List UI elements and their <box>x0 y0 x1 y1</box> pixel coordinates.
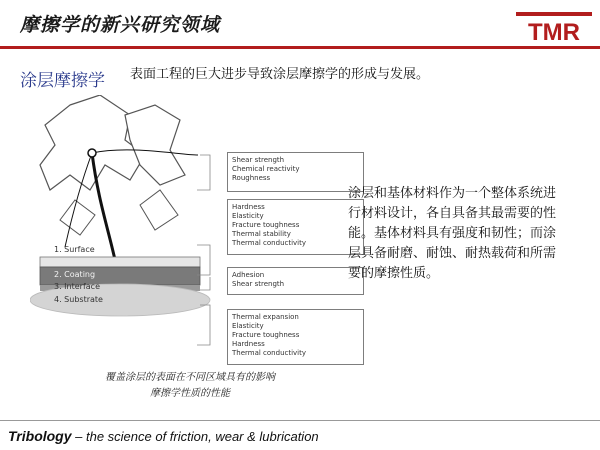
property-item: Chemical reactivity <box>232 165 300 173</box>
figure-caption <box>60 370 320 402</box>
footer-subtitle: – the science of friction, wear & lubrication <box>71 429 319 444</box>
property-box-substrate <box>227 309 364 365</box>
property-item: Shear strength <box>232 156 285 164</box>
footer-divider <box>0 420 600 421</box>
property-item: Elasticity <box>232 322 264 330</box>
property-item: Hardness <box>232 340 265 348</box>
logo-text: TMR <box>528 19 580 42</box>
layer-label-interface: 3. Interface <box>54 282 100 291</box>
property-box-surface <box>227 152 364 192</box>
explanation-text: 涂层和基体材料作为一个整体系统进行材料设计，各自具备其最需要的性能。基体材料具有强度和韧性；而涂层具备耐磨、耐蚀、耐热载荷和所需要的摩擦性质。 <box>348 186 557 281</box>
caption-line-1: 覆盖涂层的表面在不同区域具有的影响 <box>105 372 275 383</box>
footer-title: Tribology <box>8 428 72 444</box>
property-item: Shear strength <box>232 280 285 288</box>
property-item: Fracture toughness <box>232 221 300 229</box>
coating-diagram <box>30 95 340 375</box>
tmr-logo <box>516 12 592 42</box>
intro-text: 表面工程的巨大进步导致涂层摩擦学的形成与发展。 <box>130 67 430 82</box>
property-item: Adhesion <box>232 271 265 279</box>
property-item: Hardness <box>232 203 265 211</box>
footer <box>8 428 319 444</box>
section-label: 涂层摩擦学 <box>20 71 105 91</box>
layer-label-substrate: 4. Substrate <box>54 295 103 304</box>
property-box-coating <box>227 199 364 255</box>
property-box-interface <box>227 267 364 295</box>
property-item: Thermal expansion <box>232 313 299 321</box>
layer-label-coating: 2. Coating <box>54 270 96 279</box>
title-divider <box>0 46 600 49</box>
caption-line-2: 摩擦学性质的性能 <box>150 388 230 399</box>
property-item: Roughness <box>232 174 271 182</box>
property-item: Elasticity <box>232 212 264 220</box>
page-title: 摩擦学的新兴研究领域 <box>20 14 221 36</box>
property-item: Thermal conductivity <box>232 349 307 357</box>
layer-label-surface: 1. Surface <box>54 245 95 254</box>
property-item: Thermal conductivity <box>232 239 307 247</box>
property-item: Fracture toughness <box>232 331 300 339</box>
property-item: Thermal stability <box>232 230 291 238</box>
